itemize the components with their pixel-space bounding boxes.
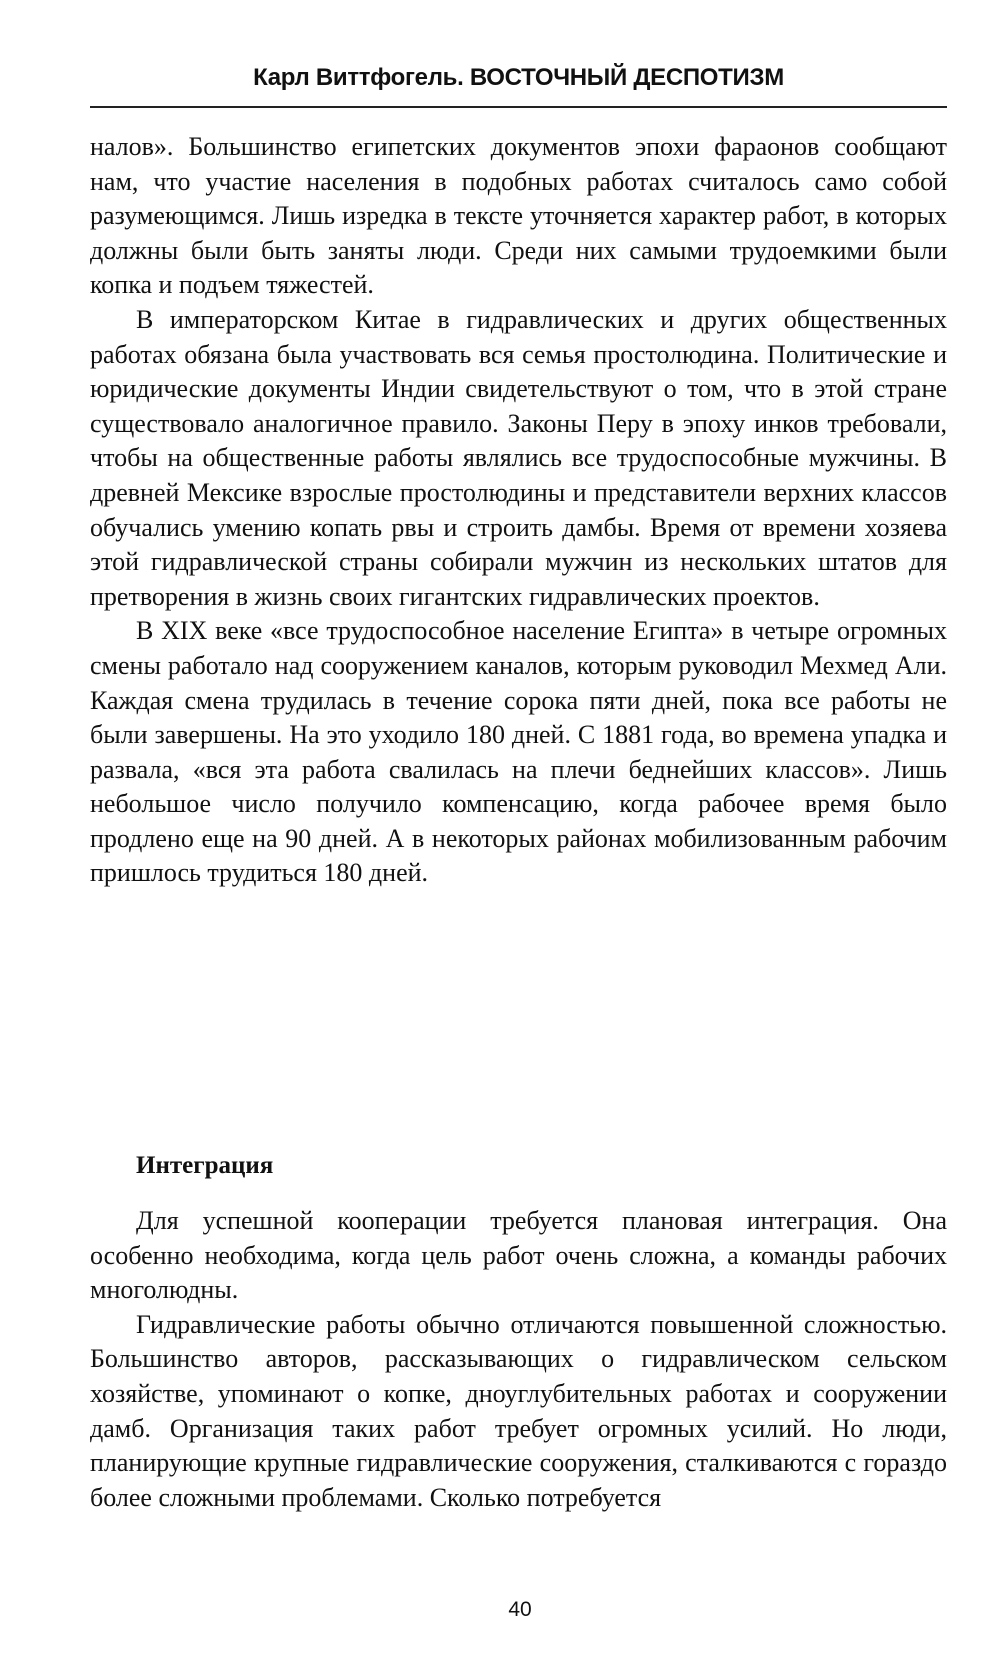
body-text-lower <box>90 1204 947 1515</box>
paragraph: В XIX веке «все трудоспособное население Египта» в четыре огромных смены работало над сооружением каналов, которым руководил Мехмед Али. Каждая смена трудилась в течение сорока пяти дней, пока все работы не были завершены. На это уходило 180 дней. С 1881 года, во времена упадка и развала, «вся эта работа свалилась на плечи беднейших классов». Лишь небольшое число получило компенсацию, когда рабочее время было продлено еще на 90 дней. А в некоторых районах мобилизованным рабочим пришлось трудиться 180 дней. <box>90 616 947 888</box>
page-number: 40 <box>508 1598 532 1621</box>
header-rule <box>90 106 947 108</box>
paragraph: В императорском Китае в гидравлических и других общественных работах обязана была участвовать вся семья простолюдина. Политические и юридические документы Индии свидетельствуют о том, что в этой стране существовало аналогичное правило. Законы Перу в эпоху инков требовали, чтобы на общественные работы являлись все трудоспособные мужчины. В древней Мексике взрослые простолюдины и представители верхних классов обучались умению копать рвы и строить дамбы. Время от времени хозяева этой гидравлической страны собирали мужчин из нескольких штатов для претворения в жизнь своих гигантских гидравлических проектов. <box>90 304 947 611</box>
paragraph: Для успешной кооперации требуется плановая интеграция. Она особенно необходима, когда цель работ очень сложна, а команды рабочих многолюдны. <box>90 1206 947 1305</box>
running-head: Карл Виттфогель. ВОСТОЧНЫЙ ДЕСПОТИЗМ <box>253 64 784 91</box>
paragraph: Гидравлические работы обычно отличаются повышенной сложностью. Большинство авторов, рассказывающих о гидравлическом сельском хозяйстве, упоминают о копке, дноуглубительных работах и сооружении дамб. Организация таких работ требует огромных усилий. Но люди, планирующие крупные гидравлические сооружения, сталкиваются с гораздо более сложными проблемами. Сколько потребуется <box>90 1309 947 1512</box>
section-heading: Интеграция <box>136 1152 274 1179</box>
paragraph-continued: налов». Большинство египетских документов эпохи фараонов сообщают нам, что участие населения в подобных работах считалось само собой разумеющимся. Лишь изредка в тексте уточняется характер работ, в которых должны были быть заняты люди. Среди них самыми трудоемкими были копка и подъем тяжестей. <box>90 132 947 300</box>
body-text-upper <box>90 130 947 891</box>
